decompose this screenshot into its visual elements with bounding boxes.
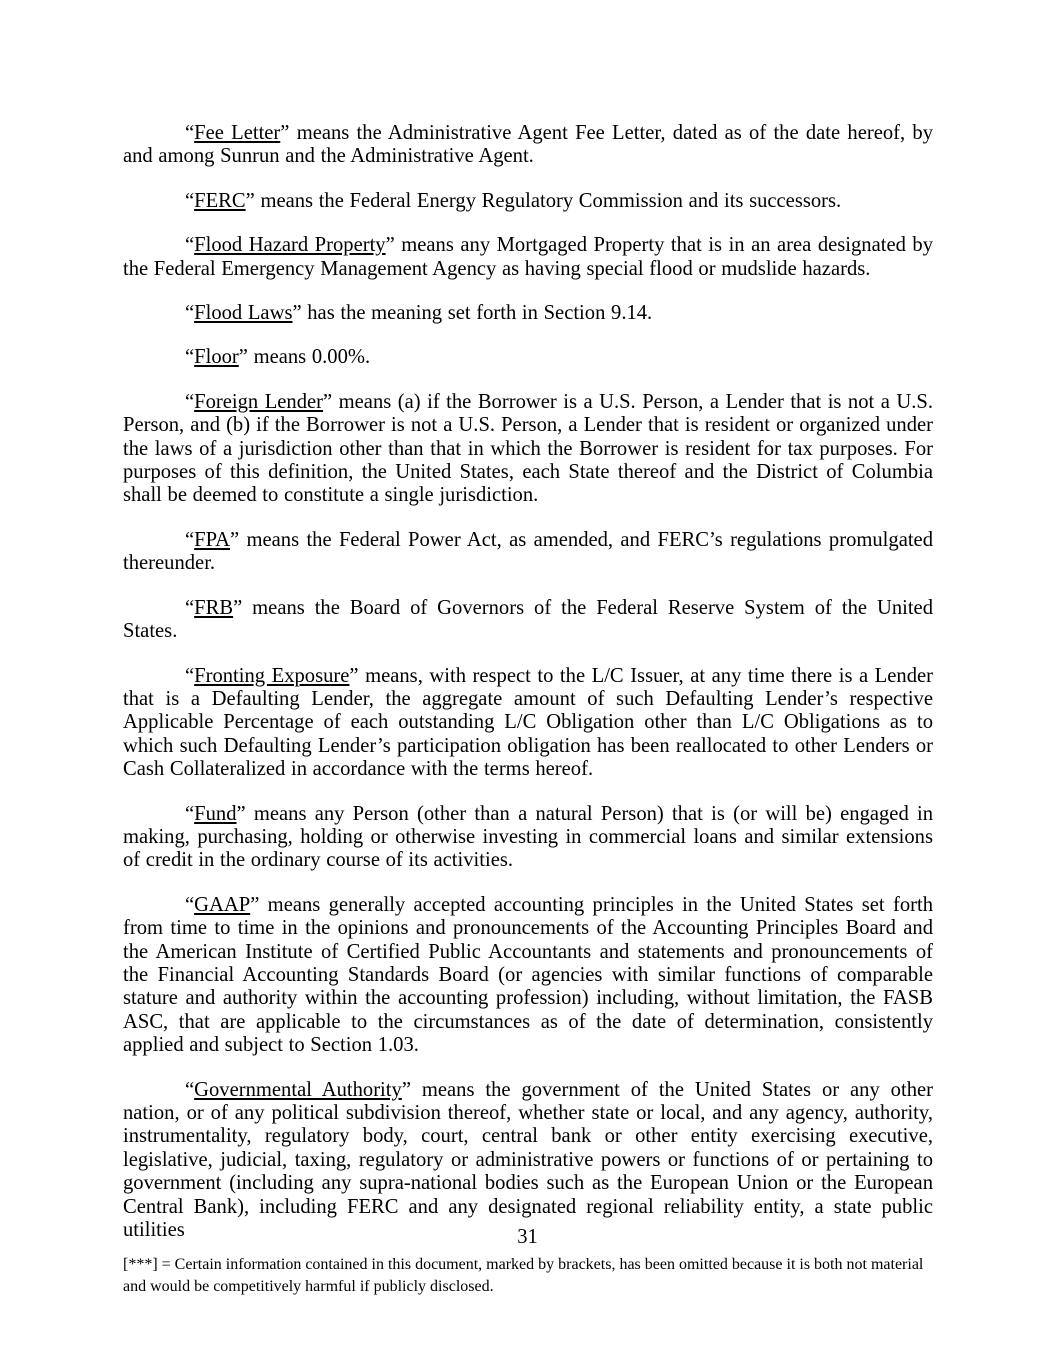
definition-paragraph-fronting-exposure — [123, 665, 933, 782]
definition-text: ” means the government of the United States or any other nation, or of any political subdivision thereof, whether state or local, and any agency, authority, instrumentality, regulatory body, court, central bank or other entity exercising executive, legislative, judicial, taxing, regulatory or administrative powers or functions of or pertaining to government (including any supra-national bodies such as the European Union or the European Central Bank), including FERC and any designated regional reliability entity, a state public utilities — [123, 1078, 933, 1242]
definition-paragraph-floor — [123, 346, 933, 369]
open-quote: “ — [185, 122, 195, 144]
open-quote: “ — [185, 390, 195, 413]
defined-term: FPA — [194, 528, 231, 551]
open-quote: “ — [185, 893, 195, 916]
definition-text: ” means (a) if the Borrower is a U.S. Person, a Lender that is not a U.S. Person, and (b) if the Borrower is not a U.S. Person, a Lender that is resident or organized under the laws of a jurisdiction other than that in which the Borrower is resident for tax purposes. For purposes of this definition, the United States, each State thereof and the District of Columbia shall be deemed to constitute a single jurisdiction. — [123, 390, 933, 507]
open-quote: “ — [185, 302, 195, 325]
definition-text: ” means 0.00%. — [238, 346, 371, 369]
open-quote: “ — [185, 528, 195, 551]
open-quote: “ — [185, 802, 195, 825]
defined-term: Fronting Exposure — [194, 664, 350, 687]
defined-term: Governmental Authority — [194, 1078, 402, 1101]
definition-text: ” has the meaning set forth in Section 9.14. — [292, 302, 653, 325]
definition-text: ” means any Person (other than a natural Person) that is (or will be) engaged in making, purchasing, holding or otherwise investing in commercial loans and similar extensions of credit in the ordinary course of its activities. — [123, 802, 933, 872]
definition-paragraph-frb — [123, 597, 933, 644]
definition-paragraph-governmental-authority — [123, 1079, 933, 1243]
document-body — [123, 122, 933, 1263]
definition-text: ” means the Federal Power Act, as amended, and FERC’s regulations promulgated thereunder. — [123, 528, 933, 575]
definition-paragraph-ferc — [123, 190, 933, 213]
open-quote: “ — [185, 1078, 195, 1101]
defined-term: Floor — [194, 346, 239, 369]
page-number: 31 — [517, 1226, 538, 1248]
definition-text: ” means the Administrative Agent Fee Letter, dated as of the date hereof, by and among Sunrun and the Administrative Agent. — [123, 122, 933, 168]
definition-paragraph-flood-hazard-property — [123, 234, 933, 281]
defined-term: FRB — [194, 596, 234, 619]
definition-paragraph-fpa — [123, 529, 933, 576]
open-quote: “ — [185, 664, 195, 687]
defined-term: Fund — [194, 802, 237, 825]
defined-term: Fee Letter — [194, 122, 281, 144]
definition-paragraph-flood-laws — [123, 302, 933, 325]
definition-text: ” means the Board of Governors of the Federal Reserve System of the United States. — [123, 596, 933, 643]
definition-paragraph-fee-letter — [123, 122, 933, 169]
definition-text: ” means generally accepted accounting principles in the United States set forth from time to time in the opinions and pronouncements of the Accounting Principles Board and the American Institute of Certified Public Accountants and statements and pronouncements of the Financial Accounting Standards Board (or agencies with similar functions of comparable stature and authority within the accounting profession) including, without limitation, the FASB ASC, that are applicable to the circumstances as of the date of determination, consistently applied and subject to Section 1.03. — [123, 893, 933, 1057]
defined-term: GAAP — [194, 893, 251, 916]
open-quote: “ — [185, 234, 195, 257]
definition-text: ” means, with respect to the L/C Issuer, at any time there is a Lender that is a Defaulting Lender, the aggregate amount of such Defaulting Lender’s respective Applicable Percentage of each outstanding L/C Obligation other than L/C Obligations as to which such Defaulting Lender’s participation obligation has been reallocated to other Lenders or Cash Collateralized in accordance with the terms hereof. — [123, 664, 933, 781]
defined-term: FERC — [194, 189, 246, 212]
footnote: [***] = Certain information contained in this document, marked by brackets, has been omitted because it is both not material and would be competitively harmful if publicly disclosed. — [123, 1256, 924, 1295]
defined-term: Flood Laws — [194, 302, 293, 325]
definition-text: ” means the Federal Energy Regulatory Commission and its successors. — [245, 189, 842, 212]
open-quote: “ — [185, 189, 195, 212]
page-footer — [123, 1226, 932, 1297]
defined-term: Flood Hazard Property — [194, 234, 386, 257]
open-quote: “ — [185, 596, 195, 619]
definition-paragraph-gaap — [123, 894, 933, 1058]
definition-paragraph-foreign-lender — [123, 391, 933, 508]
defined-term: Foreign Lender — [194, 390, 324, 413]
definition-text: ” means any Mortgaged Property that is in an area designated by the Federal Emergency Management Agency as having special flood or mudslide hazards. — [123, 234, 933, 280]
open-quote: “ — [185, 346, 195, 369]
definition-paragraph-fund — [123, 803, 933, 873]
